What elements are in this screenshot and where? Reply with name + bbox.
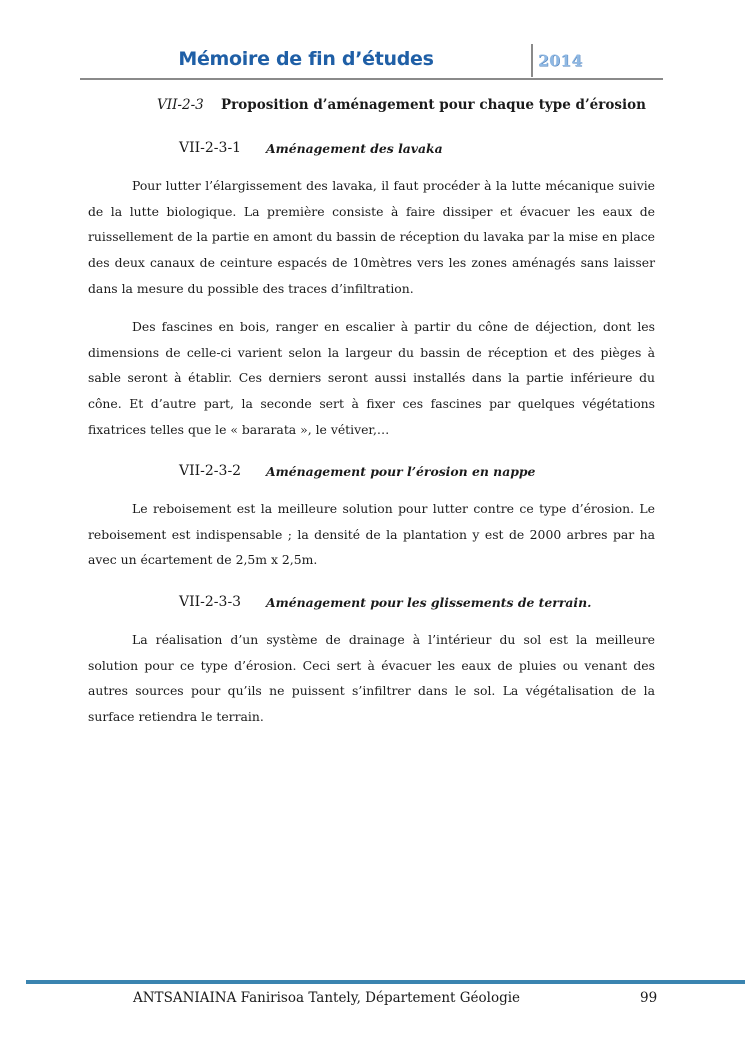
- paragraph: Des fascines en bois, ranger en escalier à partir du cône de déjection, dont les dimensions de celle-ci varient selon la largeur du bassin de réception et des pièges à sable seront à établir. Ces derniers seront aussi installés dans la partie inférieure du cône. Et d’autre part, la seconde sert à fixer ces fascines par quelques végétations fixatrices telles que le « bararata », le vétiver,…: [88, 319, 655, 437]
- section-number: VII-2-3-3: [179, 594, 242, 610]
- header-title: Mémoire de fin d’études: [178, 48, 434, 70]
- section-title: Aménagement des lavaka: [266, 141, 443, 156]
- section-number: VII-2-3-1: [179, 140, 242, 156]
- page-number: 99: [640, 990, 658, 1006]
- footer-rule: [26, 980, 745, 984]
- paragraph: La réalisation d’un système de drainage à l’intérieur du sol est la meilleure solution pour ce type d’érosion. Ceci sert à évacuer les eaux de pluies ou venant des autres sources pour qu’ils ne puissent s’infiltrer dans le sol. La végétalisation de la surface retiendra le terrain.: [88, 632, 655, 725]
- page-header: [80, 40, 663, 80]
- header-separator: [531, 44, 533, 77]
- header-year: 2014: [538, 51, 583, 70]
- paragraph: Pour lutter l’élargissement des lavaka, il faut procéder à la lutte mécanique suivie de la lutte biologique. La première consiste à faire dissiper et évacuer les eaux de ruissellement de la partie en amont du bassin de réception du lavaka par la mise en place des deux canaux de ceinture espacés de 10mètres vers les zones aménagés sans laisser dans la mesure du possible des traces d’infiltration.: [88, 178, 655, 296]
- section-title: Aménagement pour l’érosion en nappe: [266, 464, 536, 479]
- paragraph: Le reboisement est la meilleure solution pour lutter contre ce type d’érosion. Le reboisement est indispensable ; la densité de la plantation y est de 2000 arbres par ha avec un écartement de 2,5m x 2,5m.: [88, 501, 655, 568]
- section-title: Proposition d’aménagement pour chaque type d’érosion: [221, 97, 646, 113]
- section-number: VII-2-3: [157, 97, 204, 113]
- footer-author: ANTSANIAINA Fanirisoa Tantely, Département Géologie: [133, 990, 521, 1006]
- section-title: Aménagement pour les glissements de terrain.: [266, 595, 592, 610]
- section-number: VII-2-3-2: [179, 463, 242, 479]
